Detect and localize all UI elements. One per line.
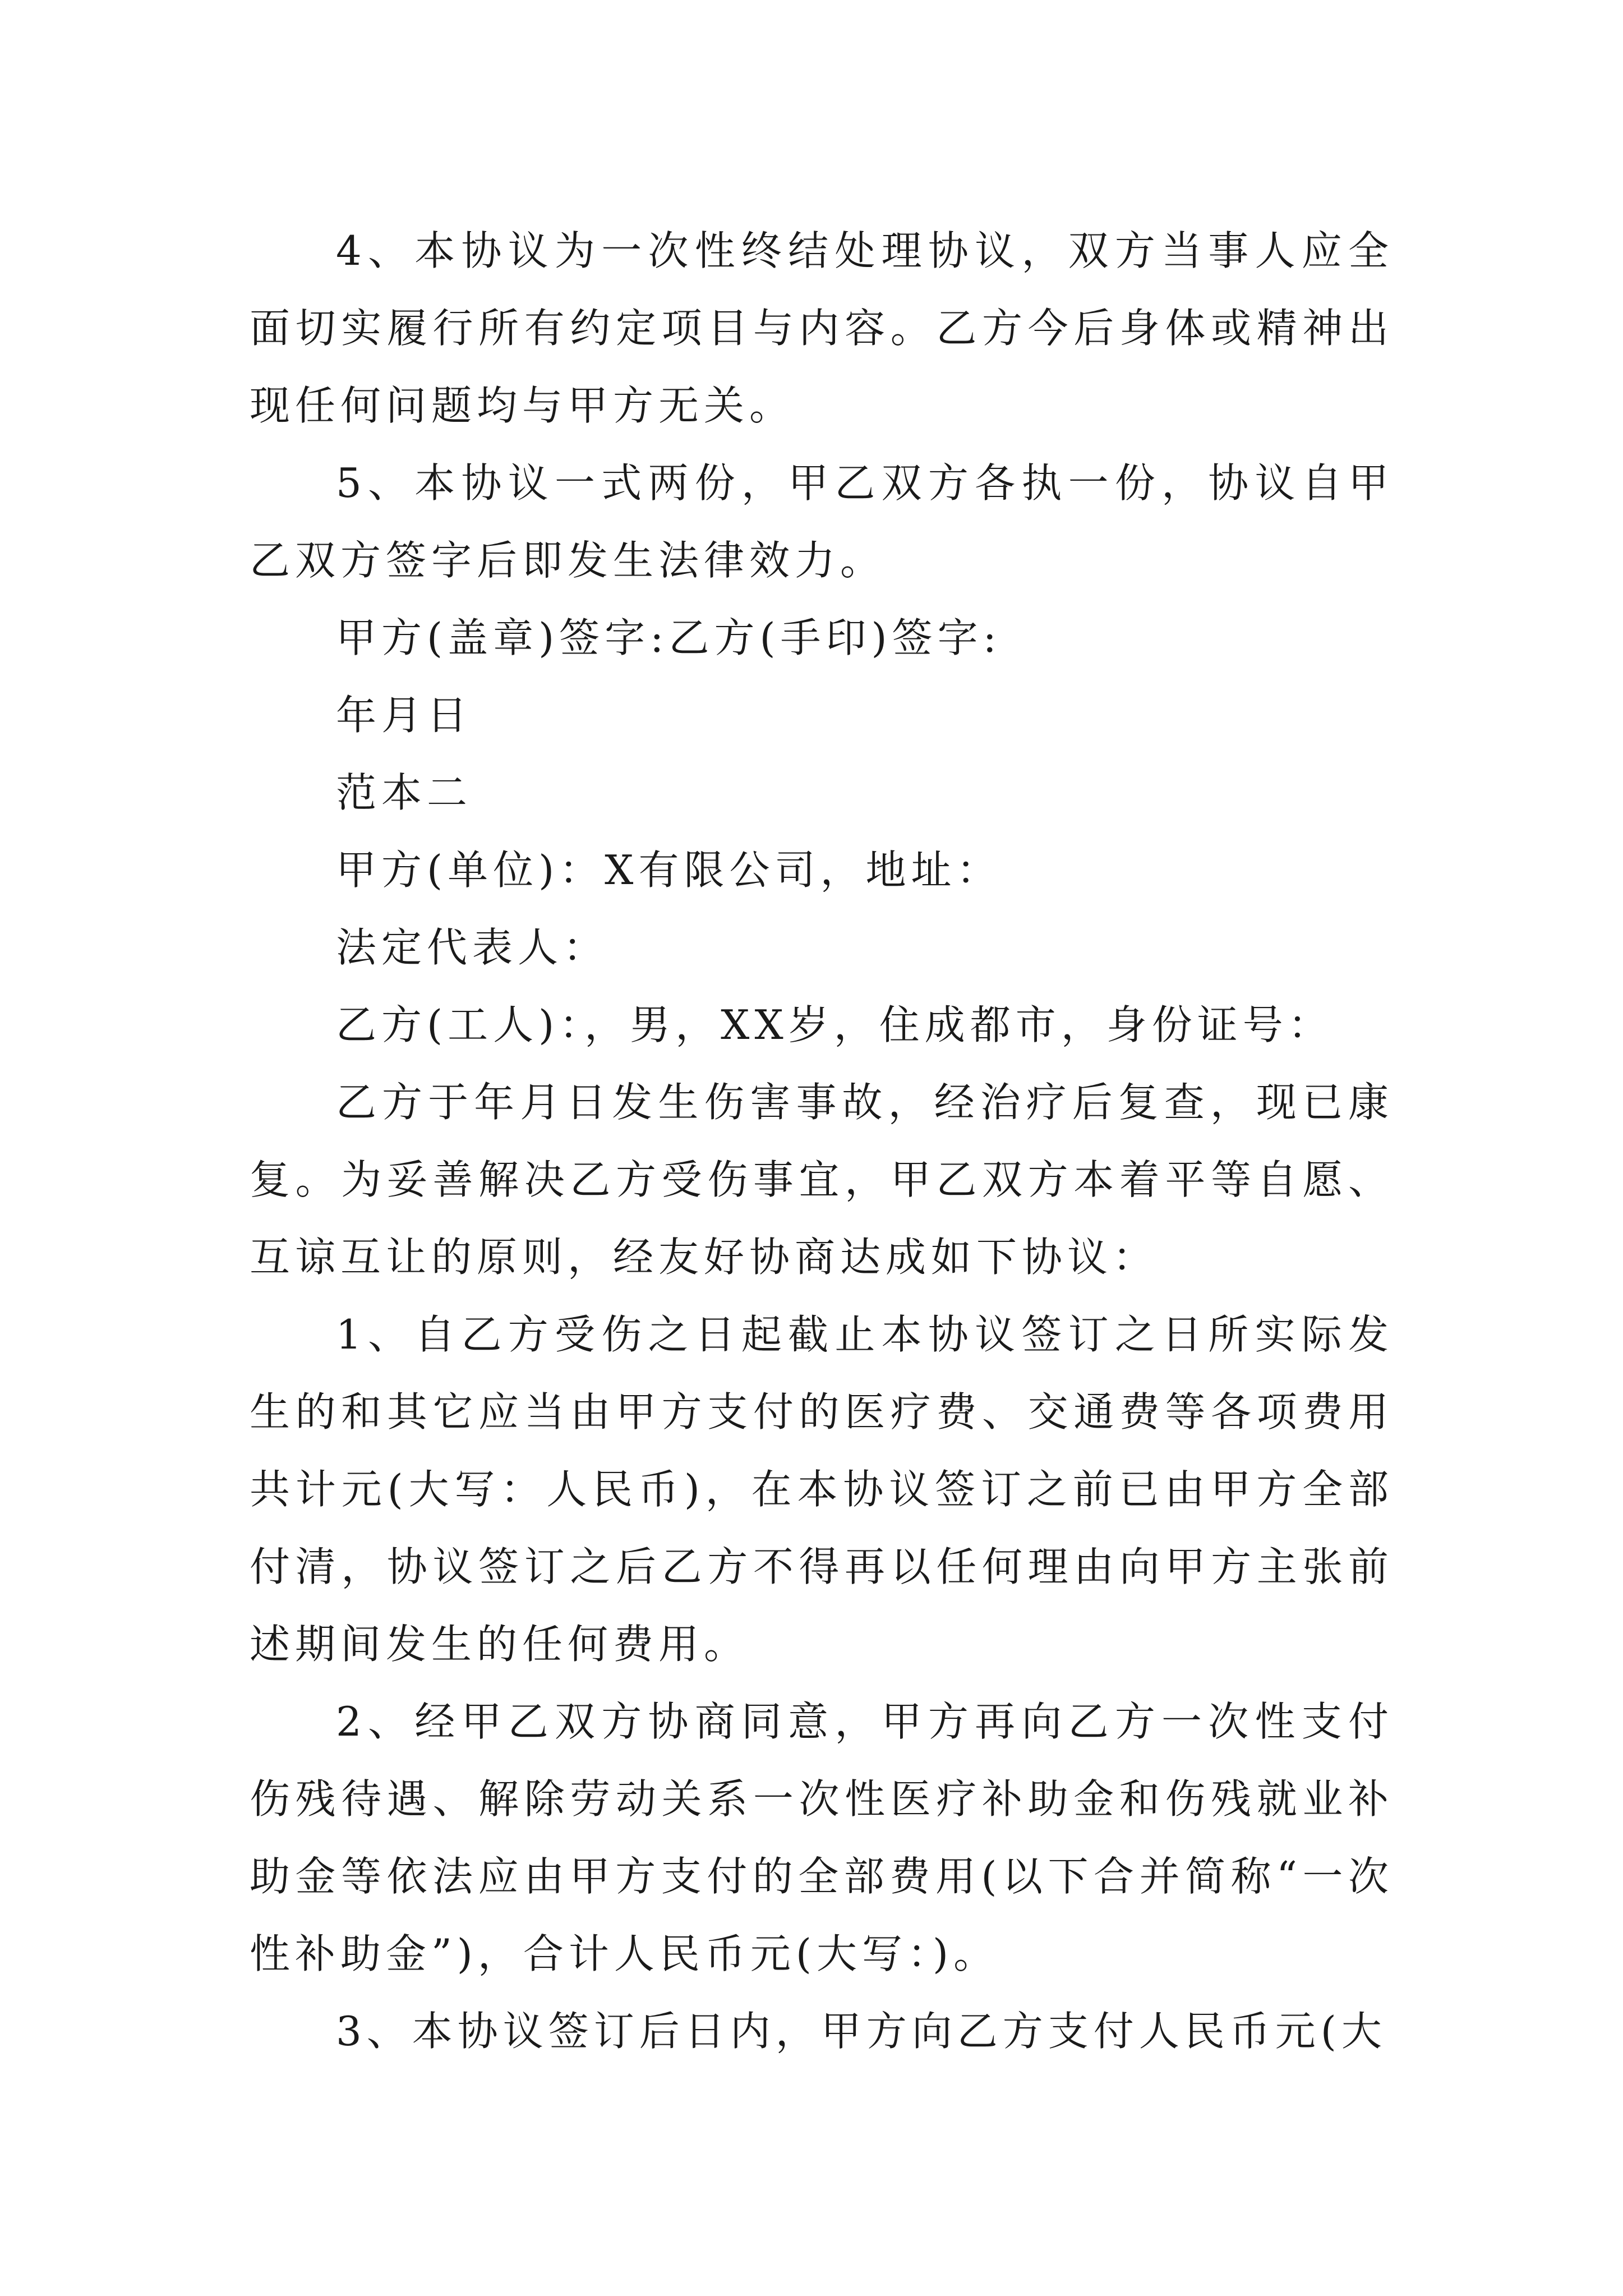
party-a-line: 甲方(单位)：X有限公司，地址： — [336, 846, 1002, 894]
section-heading-template-2: 范本二 — [336, 769, 473, 816]
signature-line: 甲方(盖章)签字:乙方(手印)签字: — [336, 614, 1002, 661]
date-line: 年月日 — [336, 692, 473, 739]
paragraph-clause-1: 1、自乙方受伤之日起截止本协议签订之日所实际发生的和其它应当由甲方支付的医疗费、交通费等各项费用共计元(大写：人民币)，在本协议签订之前已由甲方全部付清，协议签订之后乙方不得再以任何理由向甲方主张前述期间发生的任何费用。 — [250, 1311, 1394, 1668]
legal-representative-line: 法定代表人： — [336, 924, 609, 971]
paragraph-clause-2: 2、经甲乙双方协商同意，甲方再向乙方一次性支付伤残待遇、解除劳动关系一次性医疗补助金和伤残就业补助金等依法应由甲方支付的全部费用(以下合并简称“一次性补助金”)，合计人民币元(大写：)。 — [250, 1698, 1394, 1977]
paragraph-clause-5: 5、本协议一式两份，甲乙双方各执一份，协议自甲乙双方签字后即发生法律效力。 — [250, 459, 1394, 584]
party-b-line: 乙方(工人)：，男，XX岁，住成都市，身份证号： — [336, 1001, 1334, 1048]
document-body — [250, 212, 1394, 2070]
paragraph-clause-3: 3、本协议签订后日内，甲方向乙方支付人民币元(大 — [336, 2008, 1387, 2055]
paragraph-clause-4: 4、本协议为一次性终结处理协议，双方当事人应全面切实履行所有约定项目与内容。乙方今后身体或精神出现任何问题均与甲方无关。 — [250, 227, 1394, 429]
paragraph-preamble: 乙方于年月日发生伤害事故，经治疗后复查，现已康复。为妥善解决乙方受伤事宜，甲乙双方本着平等自愿、互谅互让的原则，经友好协商达成如下协议： — [250, 1079, 1394, 1281]
